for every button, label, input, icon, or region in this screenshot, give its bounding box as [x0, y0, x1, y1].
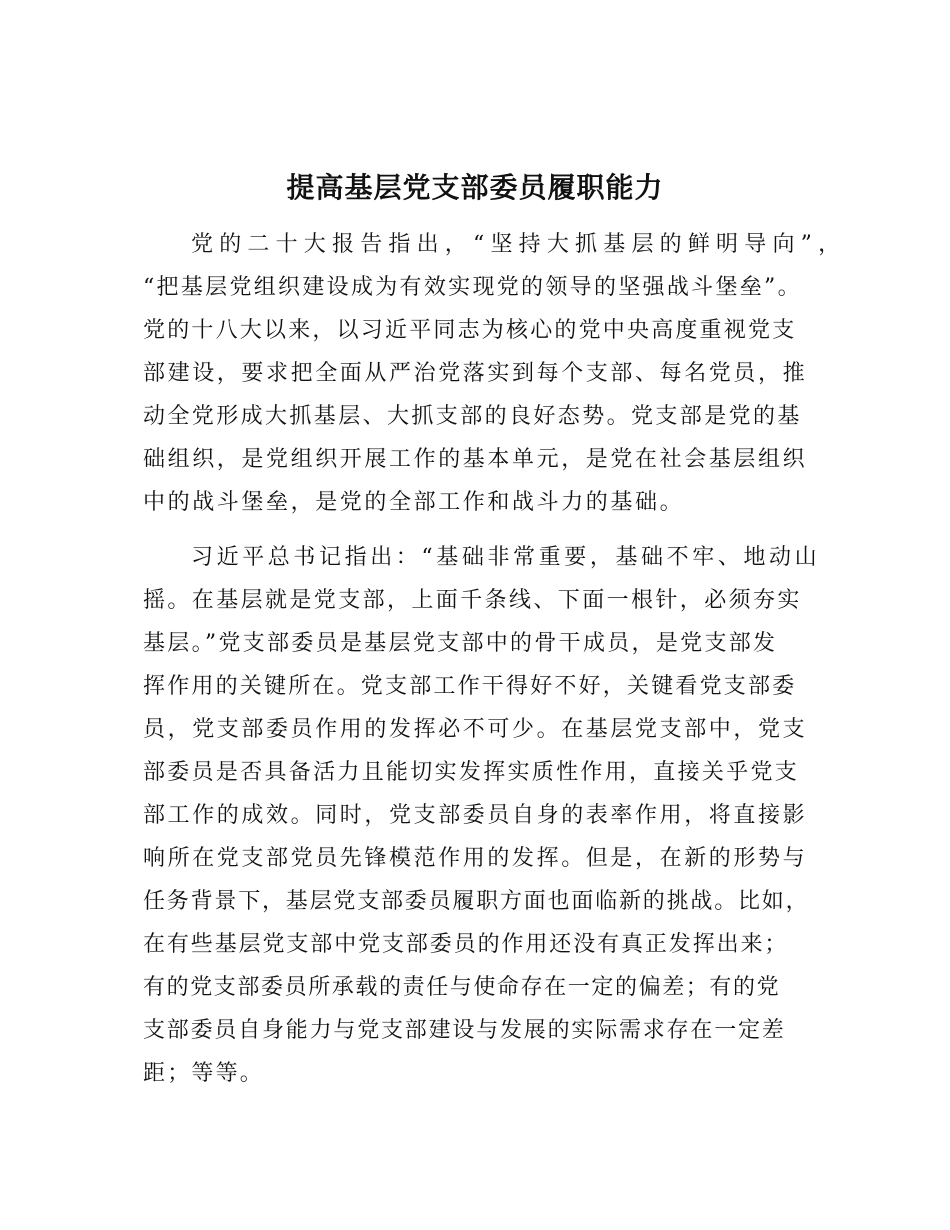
paragraph-2-line-5: 员，党支部委员作用的发挥必不可少。在基层党支部中，党支	[143, 717, 808, 742]
paragraph-1-line-4: 部建设，要求把全面从严治党落实到每个支部、每名党员，推	[143, 361, 808, 386]
paragraph-2-line-10: 在有些基层党支部中党支部委员的作用还没有真正发挥出来；	[143, 932, 789, 957]
paragraph-1-line-5: 动全党形成大抓基层、大抓支部的良好态势。党支部是党的基	[143, 404, 802, 429]
paragraph-2-line-8: 响所在党支部党员先锋模范作用的发挥。但是，在新的形势与	[143, 846, 808, 871]
paragraph-1-line-6: 础组织，是党组织开展工作的基本单元，是党在社会基层组织	[143, 447, 808, 472]
paragraph-2-line-13: 距；等等。	[143, 1061, 265, 1086]
paragraph-2-line-3: 基层。”党支部委员是基层党支部中的骨干成员，是党支部发	[143, 631, 778, 656]
paragraph-2-line-12: 支部委员自身能力与党支部建设与发展的实际需求存在一定差	[143, 1018, 786, 1043]
paragraph-1-line-2: “把基层党组织建设成为有效实现党的领导的坚强战斗堡垒”。	[143, 275, 802, 300]
paragraph-2-line-1: 习近平总书记指出：“基础非常重要，基础不牢、地动山	[191, 545, 821, 570]
paragraph-2-line-11: 有的党支部委员所承载的责任与使命存在一定的偏差；有的党	[143, 975, 781, 1000]
paragraph-2-line-2: 摇。在基层就是党支部，上面千条线、下面一根针，必须夯实	[143, 588, 802, 613]
paragraph-2-line-9: 任务背景下，基层党支部委员履职方面也面临新的挑战。比如，	[143, 889, 810, 914]
paragraph-1-line-7: 中的战斗堡垒，是党的全部工作和战斗力的基础。	[143, 490, 685, 515]
paragraph-2-line-6: 部委员是否具备活力且能切实发挥实质性作用，直接关乎党支	[143, 760, 800, 785]
paragraph-1-line-1: 党的二十大报告指出，“坚持大抓基层的鲜明导向”，	[191, 232, 847, 257]
document-title: 提高基层党支部委员履职能力	[286, 171, 664, 204]
paragraph-1-line-3: 党的十八大以来，以习近平同志为核心的党中央高度重视党支	[143, 318, 797, 343]
paragraph-2-line-7: 部工作的成效。同时，党支部委员自身的表率作用，将直接影	[143, 803, 808, 828]
paragraph-2-line-4: 挥作用的关键所在。党支部工作干得好不好，关键看党支部委	[143, 674, 797, 699]
